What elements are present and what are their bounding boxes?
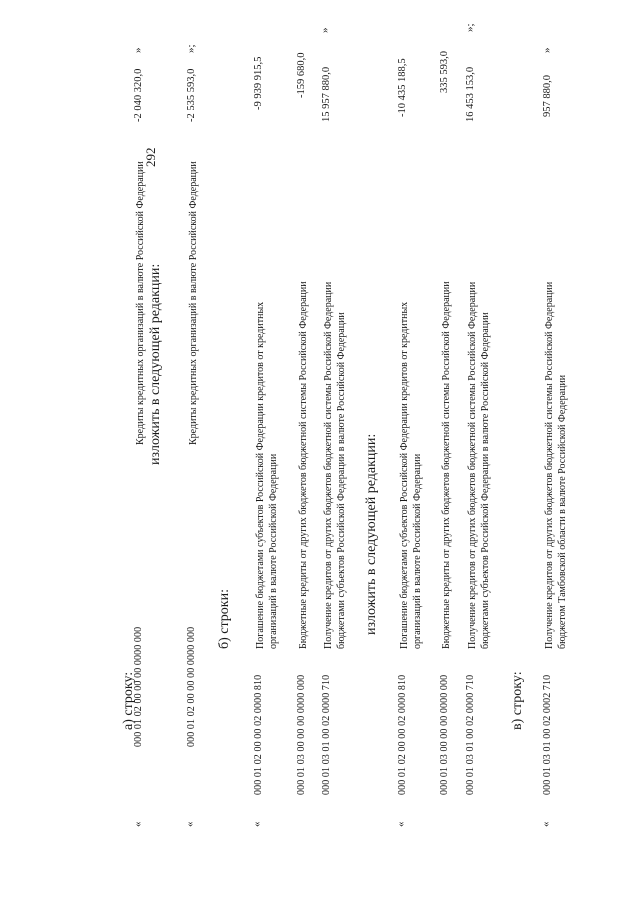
row-description	[187, 161, 200, 445]
open-quote: «	[540, 821, 552, 827]
row-value: -159 680,0	[296, 52, 307, 98]
row-description-line: Погашение бюджетами субъектов Российской Федерации кредитов от кредитных	[255, 301, 266, 649]
close-quote: »	[541, 47, 553, 53]
row-value: -2 040 320,0	[133, 68, 144, 122]
row-value: 15 957 880,0	[321, 66, 332, 122]
section-b-intro: изложить в следующей редакции:	[364, 433, 379, 635]
row-description-line: Кредиты кредитных организаций в валюте Российской Федерации	[135, 161, 146, 445]
open-quote: «	[132, 821, 144, 827]
row-code: 000 01 02 00 00 02 0000 810	[397, 674, 408, 795]
row-description-line: Получение кредитов от других бюджетов бюджетной системы Российской Федерации	[544, 281, 555, 649]
close-quote: »	[132, 47, 144, 53]
open-quote: «	[184, 821, 196, 827]
row-description-line: организаций в валюте Российской Федерации	[412, 453, 423, 649]
row-value: 335 593,0	[439, 51, 450, 93]
row-code: 000 01 03 01 00 02 0000 710	[465, 674, 476, 795]
row-description-line: бюджетом Тамбовской области в валюте Российской Федерации	[557, 374, 568, 649]
row-description-line: бюджетами субъектов Российской Федерации в валюте Российской Федерации	[336, 312, 347, 649]
row-value: 957 880,0	[542, 75, 553, 117]
section-c-label: в) строку:	[510, 671, 525, 730]
open-quote: «	[395, 821, 407, 827]
close-quote: »;	[464, 23, 476, 32]
row-code: 000 01 03 01 00 02 0002 710	[542, 674, 553, 795]
row-code: 000 01 03 01 00 02 0000 710	[321, 674, 332, 795]
row-description-line: бюджетами субъектов Российской Федерации в валюте Российской Федерации	[480, 312, 491, 649]
row-description-line: Бюджетные кредиты от других бюджетов бюджетной системы Российской Федерации	[441, 281, 452, 649]
section-b-label: б) строки:	[217, 589, 232, 649]
open-quote: «	[251, 821, 263, 827]
row-description	[297, 281, 310, 649]
row-description-line: организаций в валюте Российской Федерации	[268, 453, 279, 649]
row-code: 000 01 02 00 00 02 0000 810	[253, 674, 264, 795]
row-description	[322, 282, 348, 649]
row-value: -9 939 915,5	[253, 56, 264, 110]
row-description	[440, 281, 453, 649]
row-code: 000 01 03 00 00 00 0000 000	[439, 674, 450, 795]
close-quote: »	[319, 27, 331, 33]
row-description	[254, 302, 280, 649]
row-value: -2 535 593,0	[186, 68, 197, 122]
row-value: 16 453 153,0	[465, 66, 476, 122]
row-description	[543, 282, 569, 649]
row-description-line: Погашение бюджетами субъектов Российской Федерации кредитов от кредитных	[399, 301, 410, 649]
close-quote: »;	[185, 44, 197, 53]
row-description	[134, 161, 147, 445]
section-a-intro: изложить в следующей редакции:	[148, 263, 163, 465]
section-a-label: а) строку:	[121, 671, 136, 730]
row-description-line: Получение кредитов от других бюджетов бюджетной системы Российской Федерации	[467, 281, 478, 649]
row-value: -10 435 188,5	[397, 58, 408, 117]
row-code: 000 01 02 00 00 00 0000 000	[133, 626, 144, 747]
page-number: 292	[143, 147, 158, 167]
row-description-line: Бюджетные кредиты от других бюджетов бюджетной системы Российской Федерации	[298, 281, 309, 649]
row-code: 000 01 02 00 00 00 0000 000	[186, 626, 197, 747]
row-description-line: Получение кредитов от других бюджетов бюджетной системы Российской Федерации	[323, 281, 334, 649]
row-description	[398, 302, 424, 649]
row-code: 000 01 03 00 00 00 0000 000	[296, 674, 307, 795]
row-description-line: Кредиты кредитных организаций в валюте Российской Федерации	[188, 161, 199, 445]
row-description	[466, 282, 492, 649]
